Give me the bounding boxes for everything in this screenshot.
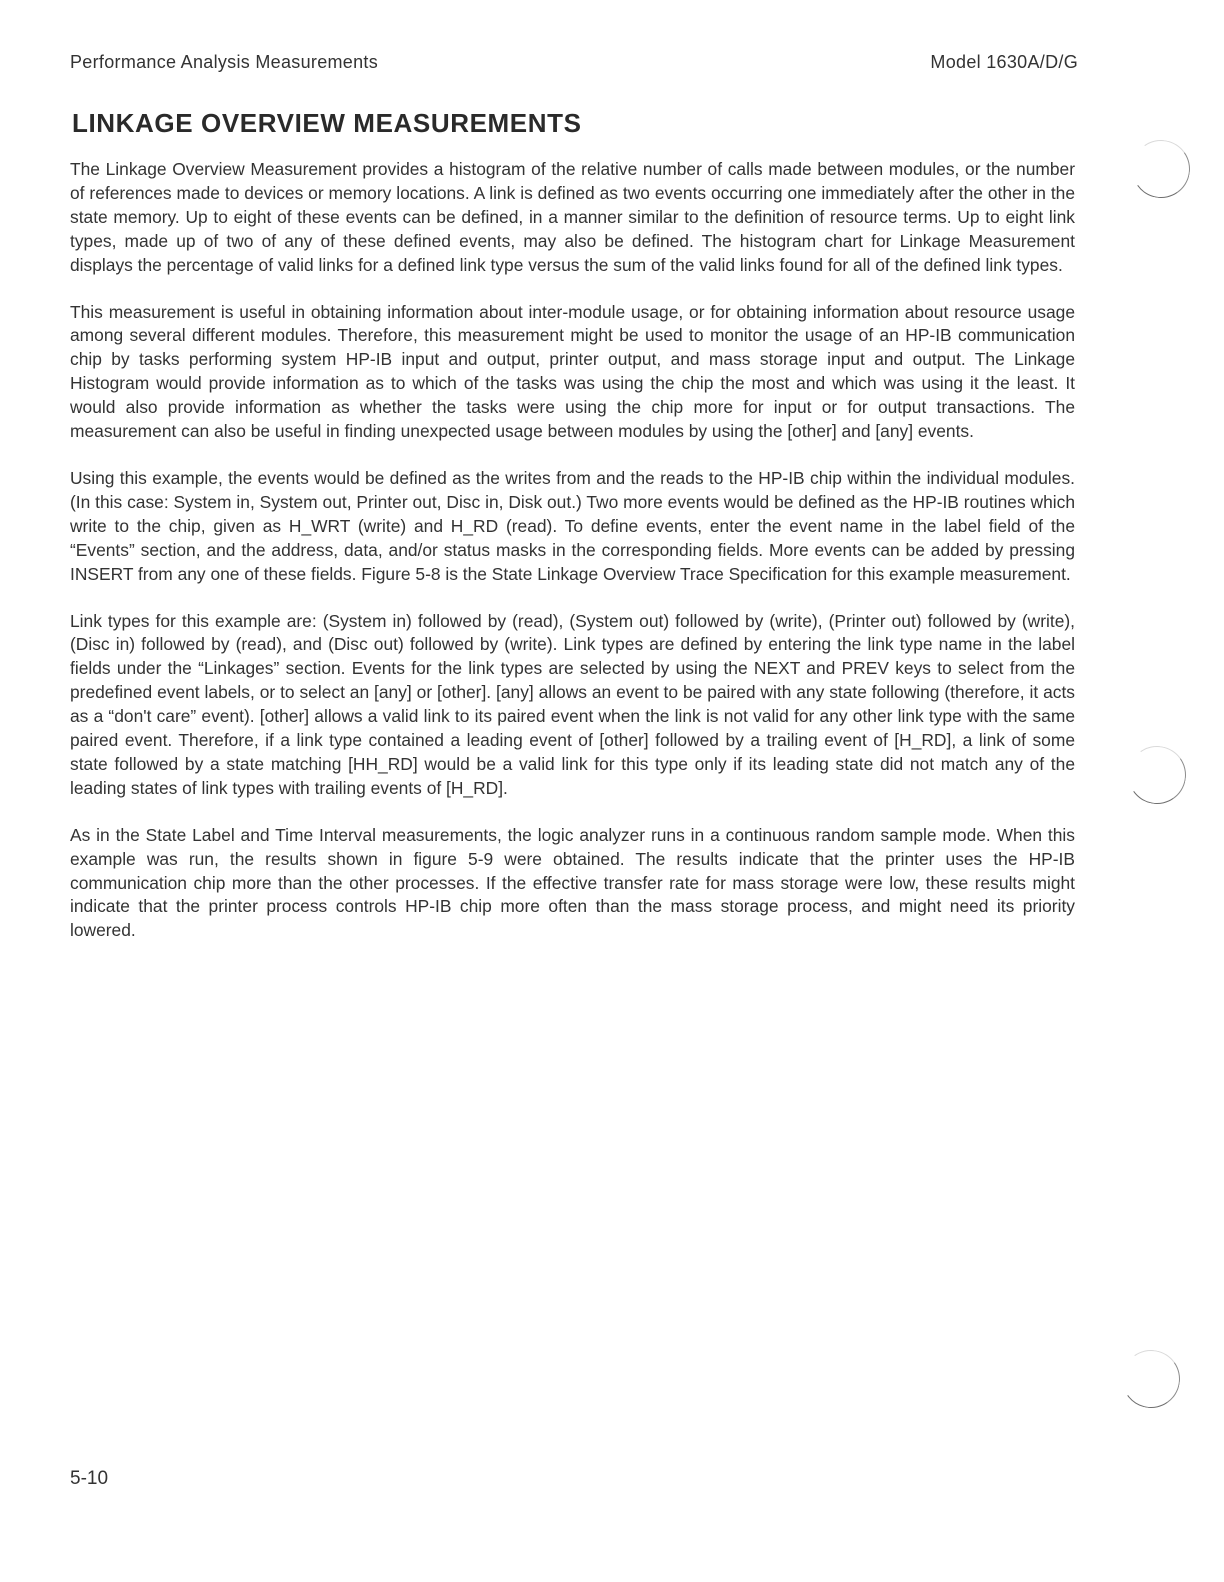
section-title: LINKAGE OVERVIEW MEASUREMENTS (72, 108, 582, 138)
running-header-left: Performance Analysis Measurements (70, 52, 379, 72)
binder-hole-top (1127, 135, 1194, 202)
paragraph-3: Using this example, the events would be defined as the writes from and the reads to the HP-IB chip within the individual modules. (In this case: System in, System out, Printer out, Disc in, Disk out.) Two more events would be defined as the HP-IB routines which write to the chip, given as H_WRT (write) and H_RD (read). To define events, enter the event name in the label field of the “Events” section, and the address, data, and/or status masks in the corresponding fields. More events can be added by pressing INSERT from any one of these fields. Figure 5-8 is the State Linkage Overview Trace Specification for this example measurement. (70, 467, 1075, 584)
paragraph-1: The Linkage Overview Measurement provides a histogram of the relative number of calls made between modules, or the number of references made to devices or memory locations. A link is defined as two events occurring one immediately after the other in the state memory. Up to eight of these events can be defined, in a manner similar to the definition of resource terms. Up to eight link types, made up of two of any of these defined events, may also be defined. The histogram chart for Linkage Measurement displays the percentage of valid links for a defined link type versus the sum of the valid links found for all of the defined link types. (70, 159, 1075, 275)
running-header-right: Model 1630A/D/G (930, 52, 1078, 72)
paragraph-2: This measurement is useful in obtaining information about inter-module usage, or for obtaining information about resource usage among several different modules. Therefore, this measurement might be used to monitor the usage of an HP-IB communication chip by tasks performing system HP-IB input and output, printer output, and mass storage input and output. The Linkage Histogram would provide information as to which of the tasks was using the chip the most and which was using it the least. It would also provide information as whether the tasks were using the chip more for input or for output transactions. The measurement can also be useful in finding unexpected usage between modules by using the [other] and [any] events. (70, 301, 1075, 442)
paragraph-5: As in the State Label and Time Interval measurements, the logic analyzer runs in a continuous random sample mode. When this example was run, the results shown in figure 5-9 were obtained. The results indicate that the printer uses the HP-IB communication chip more than the other processes. If the effective transfer rate for mass storage were low, these results might indicate that the printer process controls HP-IB chip more often than the mass storage process, and might need its priority lowered. (70, 824, 1075, 941)
body-text (70, 158, 1075, 966)
paragraph-4: Link types for this example are: (System in) followed by (read), (System out) followed by (write), (Printer out) followed by (write), (Disc in) followed by (read), and (Disc out) followed by (write). Link types are defined by entering the link type name in the label fields under the “Linkages” section. Events for the link types are selected by using the NEXT and PREV keys to select from the predefined event labels, or to select an [any] or [other]. [any] allows an event to be paired with any state following (therefore, it acts as a “don't care” event). [other] allows a valid link to its paired event when the link is not valid for any other link type with the same paired event. Therefore, if a link type contained a leading event of [other] followed by a trailing event of [H_RD], a link of some state followed by a state matching [HH_RD] would be a valid link for this type only if its leading state did not match any of the leading states of link types with trailing events of [H_RD]. (70, 610, 1075, 798)
page-number: 5-10 (70, 1468, 109, 1489)
binder-hole-bottom (1117, 1345, 1184, 1412)
binder-hole-middle (1123, 741, 1190, 808)
